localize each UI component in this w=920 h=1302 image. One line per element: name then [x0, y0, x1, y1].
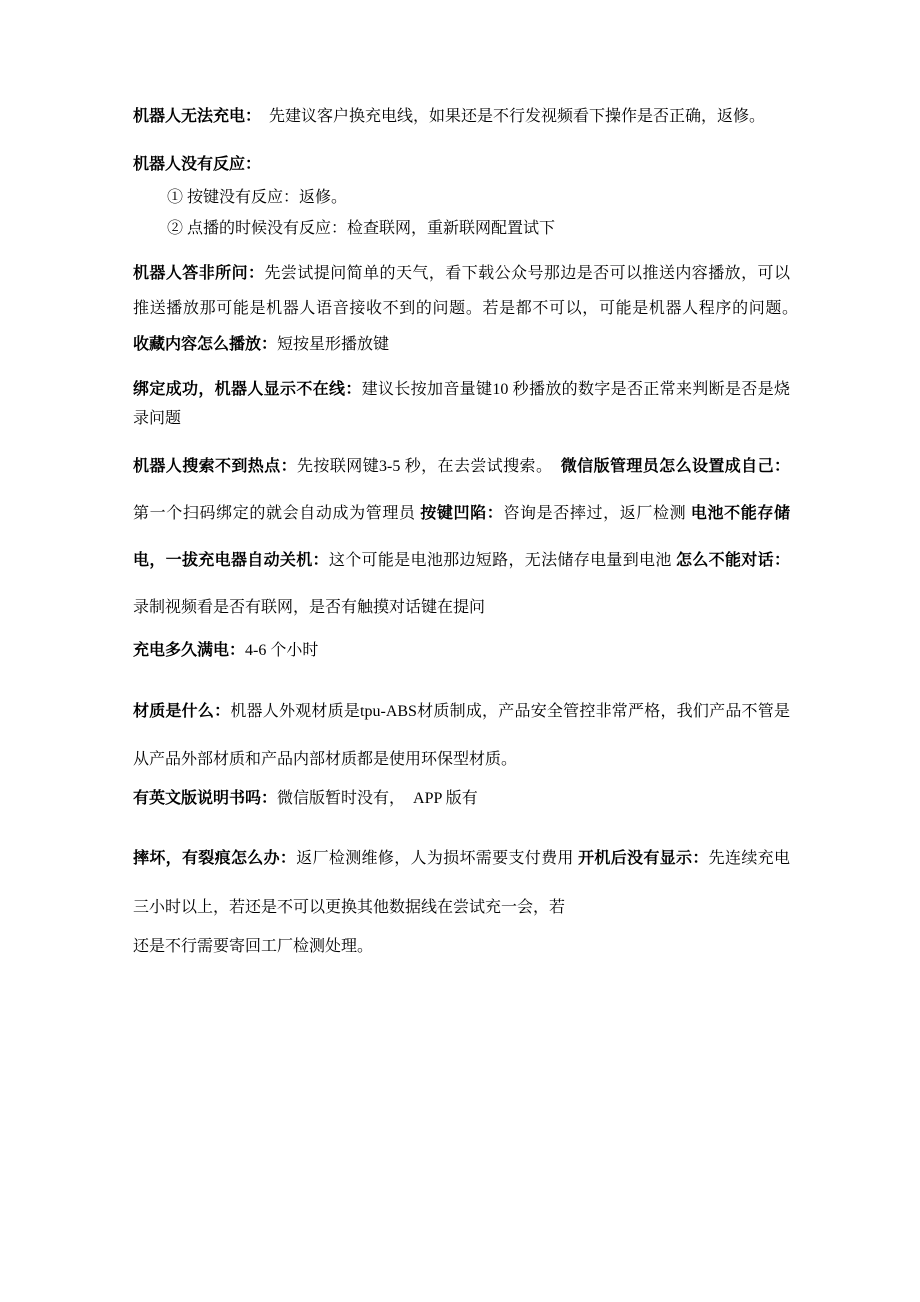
- faq-no-response-item-2: [133, 214, 790, 244]
- answer-text: 还是不行需要寄回工厂检测处理。: [133, 937, 374, 955]
- answer-text: 微信版暂时没有， APP 版有: [277, 789, 478, 807]
- faq-broken-cracked: [133, 835, 790, 960]
- answer-text: 短按星形播放键: [277, 335, 390, 353]
- answer-text: 建议长按加音量键10 秒播放的数字是否正常来判断是否是烧录问题: [133, 380, 790, 428]
- question-label: 机器人无法充电：: [133, 108, 254, 125]
- answer-text: 返厂检测维修，人为损坏需要支付费用: [296, 850, 579, 868]
- question-label: 绑定成功，机器人显示不在线：: [133, 380, 362, 398]
- answer-text: 这个可能是电池那边短路，无法储存电量到电池: [328, 552, 677, 570]
- faq-no-response-heading: [133, 151, 790, 178]
- question-label: 充电多久满电：: [133, 641, 246, 659]
- faq-english-manual: [133, 785, 790, 812]
- question-label: 机器人没有反应：: [133, 156, 262, 174]
- answer-text: 机器人外观材质是tpu-ABS材质制成，产品安全管控非常严格，我们产品不管是从产品外部材质和产品内部材质都是使用环保型材质。: [133, 702, 790, 768]
- faq-material: [133, 688, 790, 784]
- faq-hotspot-search: [133, 443, 790, 632]
- answer-text: 录制视频看是否有联网，是否有触摸对话键在提问: [133, 599, 486, 617]
- answer-text: 先连续充电三小时以上，若还是不可以更换其他数据线在尝试充一会，若: [133, 850, 790, 916]
- faq-offline-after-bind: [133, 375, 790, 434]
- question-label: 机器人答非所问：: [133, 265, 265, 283]
- question-label: 材质是什么：: [133, 702, 231, 720]
- question-label: 摔坏，有裂痕怎么办：: [133, 850, 297, 868]
- faq-charge-time: [133, 637, 790, 664]
- question-label: 收藏内容怎么播放：: [133, 335, 278, 353]
- answer-text: ② 点播的时候没有反应：检查联网，重新联网配置试下: [167, 219, 556, 237]
- question-label: 怎么不能对话：: [676, 552, 790, 570]
- question-label: 有英文版说明书吗：: [133, 789, 278, 807]
- question-label: 开机后没有显示：: [578, 850, 709, 868]
- faq-charge-fail: [133, 103, 790, 130]
- question-label: 按键凹陷：: [420, 505, 504, 523]
- document-body: [133, 103, 806, 960]
- answer-text: ① 按键没有反应：返修。: [167, 189, 348, 207]
- question-label: 电池不能存储电，一拔充电器自动关机：: [133, 505, 790, 570]
- faq-no-response-item-1: [133, 183, 790, 213]
- answer-text: 先建议客户换充电线，如果还是不行发视频看下操作是否正确，返修。: [253, 108, 766, 125]
- answer-text: 咨询是否摔过，返厂检测: [503, 505, 691, 523]
- question-label: 机器人搜索不到热点：: [133, 457, 298, 475]
- answer-text: 4-6 个小时: [245, 641, 319, 659]
- answer-text: 先按联网键3-5 秒，在去尝试搜索。: [297, 457, 561, 475]
- answer-text: 先尝试提问简单的天气，看下载公众号那边是否可以推送内容播放，可以 推送播放那可能是机器人语音接收不到的问题。若是都不可以，可能是机器人程序的问题。: [133, 265, 806, 318]
- answer-text: 第一个扫码绑定的就会自动成为管理员: [133, 505, 421, 523]
- faq-wrong-answer: [133, 256, 806, 362]
- question-label: 微信版管理员怎么设置成自己：: [560, 457, 790, 475]
